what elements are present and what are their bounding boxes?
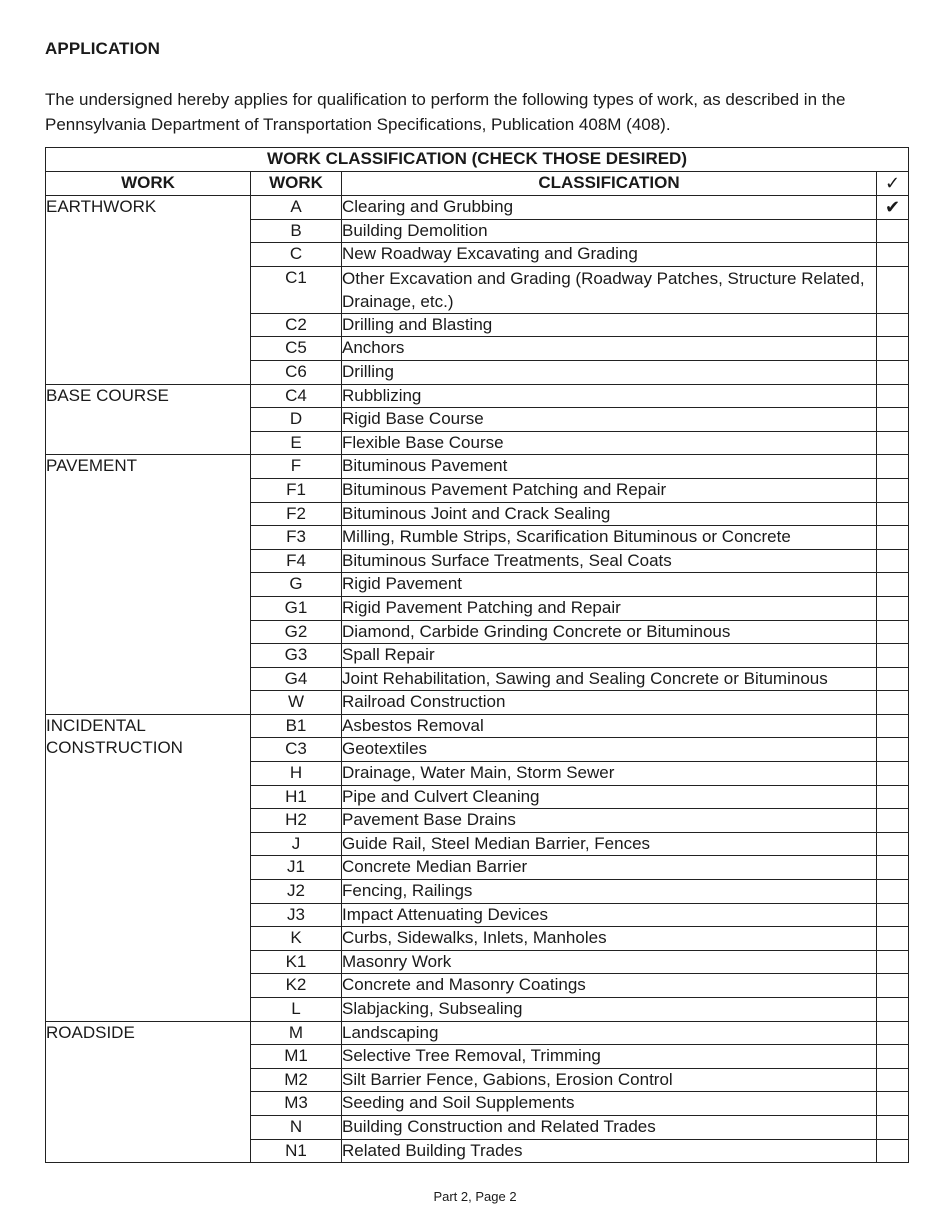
check-box-cell[interactable]	[877, 431, 909, 455]
work-code-cell: K	[251, 927, 342, 951]
checkmark-icon: ✔	[884, 196, 901, 217]
work-code-cell: B1	[251, 714, 342, 738]
classification-cell: Selective Tree Removal, Trimming	[342, 1045, 877, 1069]
check-box-cell[interactable]	[877, 337, 909, 361]
check-box-cell[interactable]	[877, 596, 909, 620]
classification-cell: Building Construction and Related Trades	[342, 1115, 877, 1139]
work-code-cell: C1	[251, 266, 342, 313]
check-box-cell[interactable]	[877, 927, 909, 951]
work-code-cell: J2	[251, 880, 342, 904]
work-code-cell: J3	[251, 903, 342, 927]
check-box-cell[interactable]	[877, 832, 909, 856]
check-box-cell[interactable]	[877, 478, 909, 502]
work-code-cell: F2	[251, 502, 342, 526]
classification-cell: Asbestos Removal	[342, 714, 877, 738]
check-box-cell[interactable]	[877, 950, 909, 974]
page-footer: Part 2, Page 2	[433, 1189, 517, 1204]
classification-cell: Rigid Pavement	[342, 573, 877, 597]
work-code-cell: K2	[251, 974, 342, 998]
check-box-cell[interactable]	[877, 243, 909, 267]
header-work-category: WORK	[46, 171, 251, 195]
classification-cell: Diamond, Carbide Grinding Concrete or Bituminous	[342, 620, 877, 644]
work-code-cell: C	[251, 243, 342, 267]
category-cell: INCIDENTAL CONSTRUCTION	[46, 714, 251, 1021]
check-box-cell[interactable]	[877, 1139, 909, 1163]
check-box-cell[interactable]	[877, 1045, 909, 1069]
work-code-cell: W	[251, 691, 342, 715]
classification-cell: Silt Barrier Fence, Gabions, Erosion Control	[342, 1068, 877, 1092]
classification-cell: Related Building Trades	[342, 1139, 877, 1163]
check-box-cell[interactable]	[877, 573, 909, 597]
work-code-cell: F	[251, 455, 342, 479]
check-box-cell[interactable]	[877, 502, 909, 526]
work-code-cell: F1	[251, 478, 342, 502]
category-cell: ROADSIDE	[46, 1021, 251, 1163]
check-box-cell[interactable]	[877, 1092, 909, 1116]
check-box-cell[interactable]	[877, 408, 909, 432]
classification-cell: Pipe and Culvert Cleaning	[342, 785, 877, 809]
category-cell: EARTHWORK	[46, 195, 251, 384]
work-code-cell: M1	[251, 1045, 342, 1069]
work-code-cell: C5	[251, 337, 342, 361]
work-code-cell: G	[251, 573, 342, 597]
classification-cell: Seeding and Soil Supplements	[342, 1092, 877, 1116]
work-code-cell: G1	[251, 596, 342, 620]
check-box-cell[interactable]	[877, 1021, 909, 1045]
work-code-cell: C4	[251, 384, 342, 408]
table-body	[46, 195, 909, 1163]
classification-cell: Fencing, Railings	[342, 880, 877, 904]
classification-cell: Rubblizing	[342, 384, 877, 408]
work-code-cell: M2	[251, 1068, 342, 1092]
check-box-cell[interactable]	[877, 266, 909, 313]
checkmark-header-icon: ✓	[884, 172, 901, 193]
work-code-cell: M	[251, 1021, 342, 1045]
classification-cell: Anchors	[342, 337, 877, 361]
work-code-cell: K1	[251, 950, 342, 974]
classification-cell: Rigid Base Course	[342, 408, 877, 432]
classification-cell: Bituminous Pavement Patching and Repair	[342, 478, 877, 502]
work-code-cell: L	[251, 998, 342, 1022]
check-box-cell[interactable]	[877, 384, 909, 408]
header-classification: CLASSIFICATION	[342, 171, 877, 195]
work-code-cell: F3	[251, 526, 342, 550]
classification-cell: Bituminous Joint and Crack Sealing	[342, 502, 877, 526]
work-code-cell: N1	[251, 1139, 342, 1163]
check-box-cell[interactable]	[877, 644, 909, 668]
check-box-cell[interactable]	[877, 762, 909, 786]
classification-cell: Other Excavation and Grading (Roadway Patches, Structure Related, Drainage, etc.)	[342, 266, 877, 313]
check-box-cell[interactable]	[877, 620, 909, 644]
check-box-cell[interactable]	[877, 455, 909, 479]
work-code-cell: C3	[251, 738, 342, 762]
category-cell: PAVEMENT	[46, 455, 251, 715]
check-box-cell[interactable]	[877, 1115, 909, 1139]
classification-cell: Impact Attenuating Devices	[342, 903, 877, 927]
work-code-cell: G2	[251, 620, 342, 644]
check-box-cell[interactable]	[877, 903, 909, 927]
category-cell: BASE COURSE	[46, 384, 251, 455]
check-box-cell[interactable]	[877, 1068, 909, 1092]
header-check	[877, 171, 909, 195]
classification-cell: Railroad Construction	[342, 691, 877, 715]
classification-cell: Geotextiles	[342, 738, 877, 762]
classification-cell: Curbs, Sidewalks, Inlets, Manholes	[342, 927, 877, 951]
work-code-cell: A	[251, 195, 342, 219]
classification-cell: Rigid Pavement Patching and Repair	[342, 596, 877, 620]
work-code-cell: B	[251, 219, 342, 243]
classification-cell: Guide Rail, Steel Median Barrier, Fences	[342, 832, 877, 856]
check-box-cell[interactable]	[877, 998, 909, 1022]
work-code-cell: N	[251, 1115, 342, 1139]
work-code-cell: H	[251, 762, 342, 786]
check-box-cell[interactable]	[877, 526, 909, 550]
classification-cell: Joint Rehabilitation, Sawing and Sealing Concrete or Bituminous	[342, 667, 877, 691]
check-box-cell[interactable]	[877, 549, 909, 573]
classification-cell: Concrete Median Barrier	[342, 856, 877, 880]
work-code-cell: C2	[251, 313, 342, 337]
check-box-cell[interactable]	[877, 691, 909, 715]
classification-cell: New Roadway Excavating and Grading	[342, 243, 877, 267]
work-code-cell: G3	[251, 644, 342, 668]
table-row	[46, 384, 909, 408]
work-code-cell: C6	[251, 360, 342, 384]
table-row	[46, 455, 909, 479]
work-code-cell: G4	[251, 667, 342, 691]
table-title: WORK CLASSIFICATION (CHECK THOSE DESIRED)	[46, 148, 909, 172]
classification-cell: Concrete and Masonry Coatings	[342, 974, 877, 998]
table-row	[46, 714, 909, 738]
classification-cell: Clearing and Grubbing	[342, 195, 877, 219]
check-box-cell[interactable]	[877, 880, 909, 904]
table-title-row	[46, 148, 909, 172]
work-code-cell: J	[251, 832, 342, 856]
work-code-cell: E	[251, 431, 342, 455]
classification-cell: Milling, Rumble Strips, Scarification Bituminous or Concrete	[342, 526, 877, 550]
check-box-cell[interactable]	[877, 195, 909, 219]
table-header-row	[46, 171, 909, 195]
check-box-cell[interactable]	[877, 856, 909, 880]
page-heading: APPLICATION	[45, 39, 161, 58]
classification-cell: Flexible Base Course	[342, 431, 877, 455]
check-box-cell[interactable]	[877, 360, 909, 384]
work-classification-table	[45, 147, 909, 1163]
classification-cell: Slabjacking, Subsealing	[342, 998, 877, 1022]
header-work-code: WORK	[251, 171, 342, 195]
classification-cell: Pavement Base Drains	[342, 809, 877, 833]
table-row	[46, 1021, 909, 1045]
check-box-cell[interactable]	[877, 809, 909, 833]
check-box-cell[interactable]	[877, 219, 909, 243]
classification-cell: Drilling and Blasting	[342, 313, 877, 337]
work-code-cell: J1	[251, 856, 342, 880]
classification-cell: Spall Repair	[342, 644, 877, 668]
classification-cell: Building Demolition	[342, 219, 877, 243]
check-box-cell[interactable]	[877, 714, 909, 738]
classification-cell: Drainage, Water Main, Storm Sewer	[342, 762, 877, 786]
work-code-cell: H1	[251, 785, 342, 809]
check-box-cell[interactable]	[877, 313, 909, 337]
check-box-cell[interactable]	[877, 738, 909, 762]
work-code-cell: H2	[251, 809, 342, 833]
classification-cell: Drilling	[342, 360, 877, 384]
check-box-cell[interactable]	[877, 974, 909, 998]
classification-cell: Bituminous Surface Treatments, Seal Coats	[342, 549, 877, 573]
work-code-cell: F4	[251, 549, 342, 573]
check-box-cell[interactable]	[877, 667, 909, 691]
check-box-cell[interactable]	[877, 785, 909, 809]
work-code-cell: M3	[251, 1092, 342, 1116]
table-row	[46, 195, 909, 219]
intro-paragraph: The undersigned hereby applies for qualification to perform the following types of work, as described in the Pennsylvania Department of Transportation Specifications, Publication 408M (408).	[45, 90, 846, 134]
classification-cell: Landscaping	[342, 1021, 877, 1045]
classification-cell: Masonry Work	[342, 950, 877, 974]
classification-cell: Bituminous Pavement	[342, 455, 877, 479]
work-code-cell: D	[251, 408, 342, 432]
